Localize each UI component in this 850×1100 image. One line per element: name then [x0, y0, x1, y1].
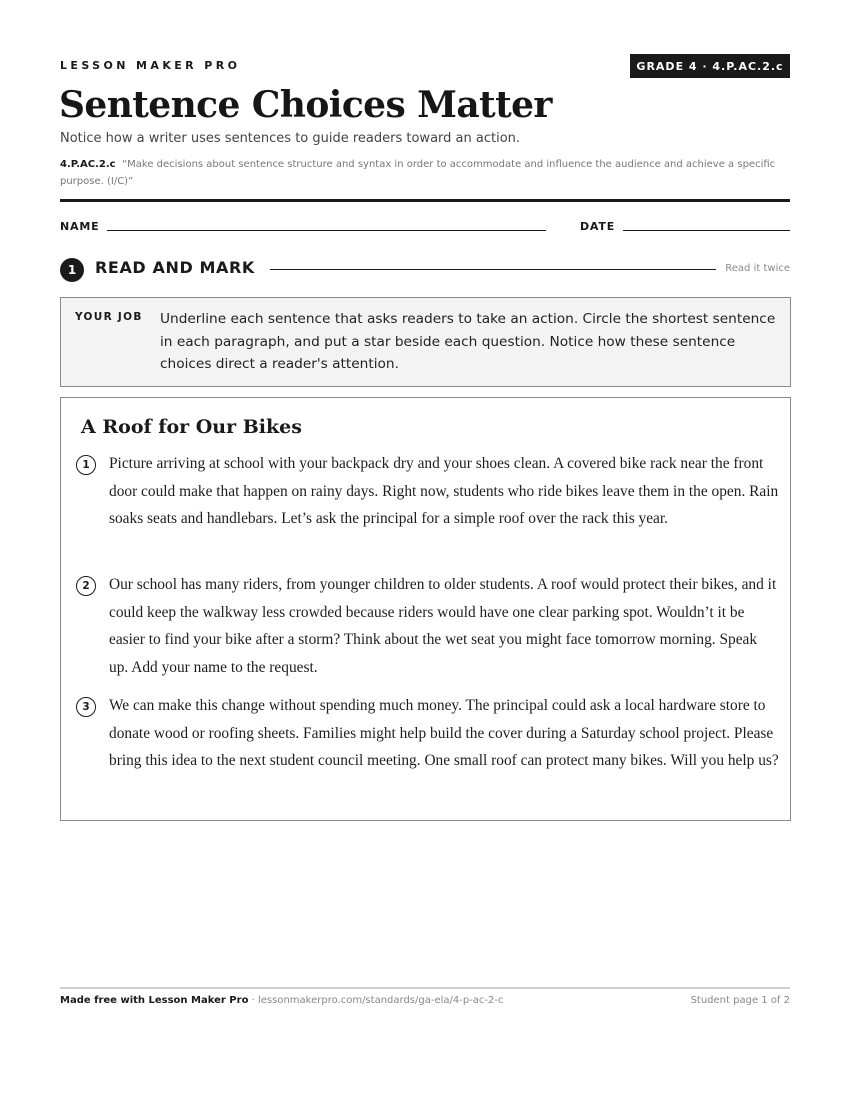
paragraph-number-3: 3 — [76, 697, 96, 717]
paragraph-number-1: 1 — [76, 455, 96, 475]
name-field-line[interactable] — [107, 230, 546, 231]
date-label: DATE — [580, 220, 616, 233]
name-label: NAME — [60, 220, 100, 233]
footer-credit — [60, 995, 504, 1006]
job-text: Underline each sentence that asks readers to take an action. Circle the shortest sentence in each paragraph, and put a star beside each question. Notice how these sentence choices direct a reader's attention. — [160, 311, 776, 372]
footer-url[interactable]: · lessonmakerpro.com/standards/ga-ela/4-p-ac-2-c — [248, 995, 504, 1006]
page-title: Sentence Choices Matter — [59, 84, 552, 126]
paragraph-text-2: Our school has many riders, from younger children to older students. A roof would protect their bikes, and it could keep the walkway less crowded because riders would have one clear parking spot. Wouldn’t it be easier to find your bike after a storm? Think about the wet seat you might face tomorrow morning. Speak up. Add your name to the request. — [109, 576, 777, 676]
section-note: Read it twice — [725, 263, 790, 274]
passage-title: A Roof for Our Bikes — [81, 416, 302, 438]
passage-box — [60, 397, 791, 821]
section-number-badge: 1 — [60, 258, 84, 282]
paragraph-text-3: We can make this change without spending much money. The principal could ask a local hardware store to donate wood or roofing sheets. Families might help build the cover during a Saturday school project. Please bring this idea to the next student council meeting. One small roof can protect many bikes. Will you help us? — [109, 697, 779, 770]
footer-made-with: Made free with Lesson Maker Pro — [60, 995, 249, 1006]
page-subtitle: Notice how a writer uses sentences to guide readers toward an action. — [60, 131, 521, 146]
standard-description — [60, 156, 790, 190]
header-divider — [60, 199, 790, 202]
job-instructions-box — [60, 297, 791, 387]
section-rule — [270, 269, 716, 270]
job-label: YOUR JOB — [75, 311, 143, 323]
standard-text: “Make decisions about sentence structure and syntax in order to accommodate and influence the audience and achieve a specific purpose. (I/C)” — [60, 159, 776, 187]
paragraph-number-2: 2 — [76, 576, 96, 596]
grade-badge: GRADE 4 · 4.P.AC.2.c — [630, 54, 790, 78]
paragraph-text-1: Picture arriving at school with your backpack dry and your shoes clean. A covered bike rack near the front door could make that happen on rainy days. Right now, students who ride bikes leave them in the open. Rain soaks seats and handlebars. Let’s ask the principal for a simple roof over the rack this year. — [109, 455, 779, 528]
standard-code: 4.P.AC.2.c — [60, 159, 116, 170]
date-field-line[interactable] — [623, 230, 790, 231]
section-title: READ AND MARK — [95, 258, 255, 277]
brand-name: LESSON MAKER PRO — [60, 59, 241, 72]
footer-rule — [60, 987, 790, 989]
footer-page-number: Student page 1 of 2 — [690, 995, 790, 1006]
